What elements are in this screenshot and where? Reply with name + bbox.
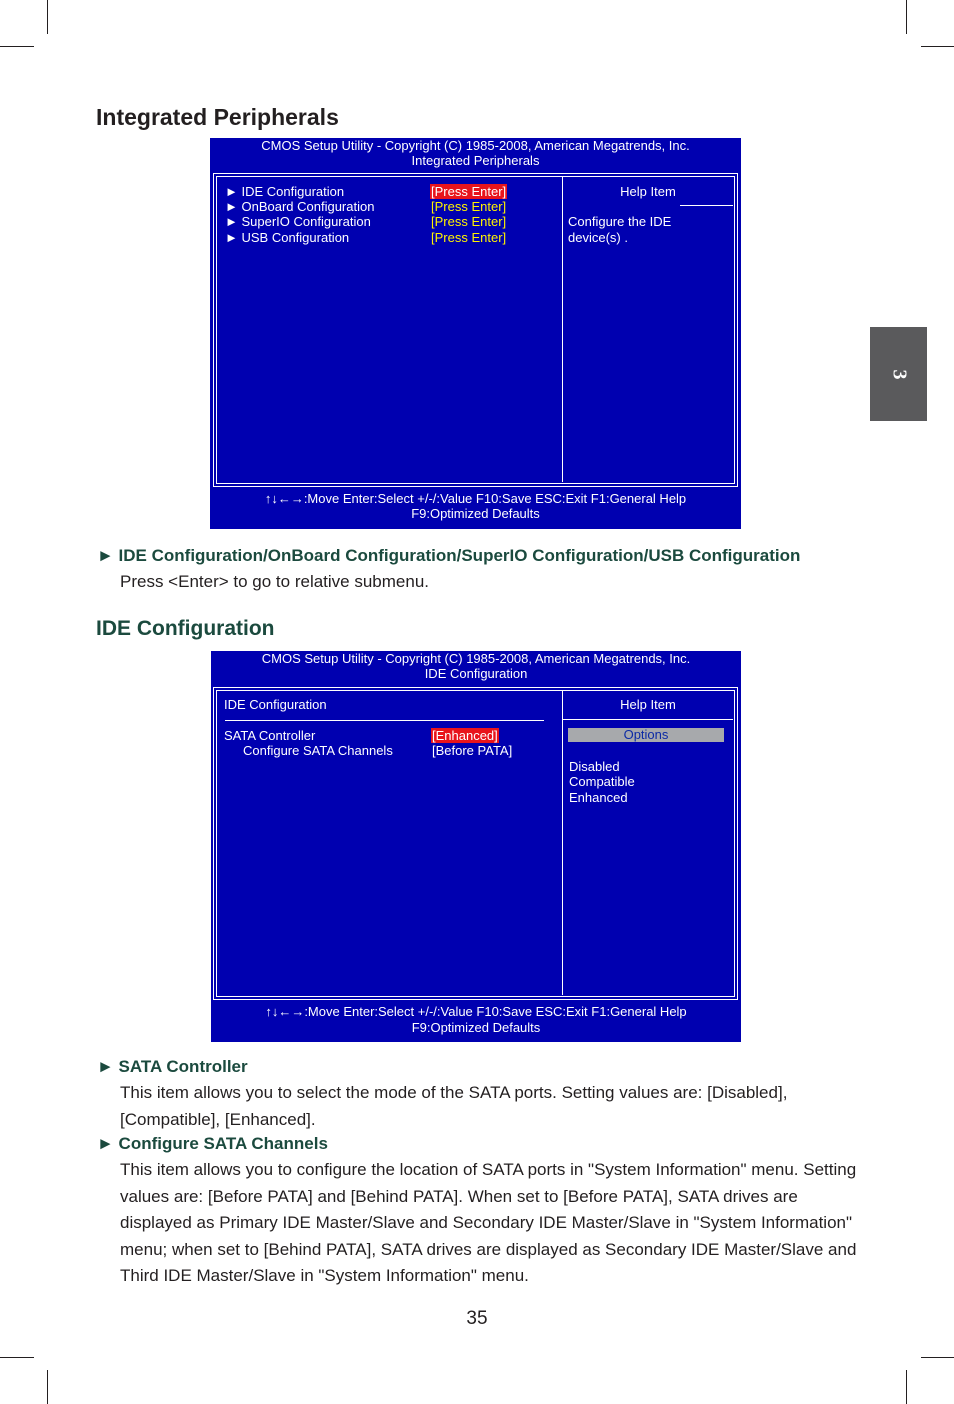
chapter-tab [870,327,927,421]
bios-header-title: IDE Configuration [424,666,528,681]
menu-value-selected[interactable]: [Enhanced] [432,728,498,743]
bios-screen-integrated-peripherals [210,138,741,529]
heading-sata-controller: ► SATA Controller [97,1057,248,1076]
menu-item-onboard-configuration[interactable]: ► OnBoard Configuration [225,199,375,214]
menu-item-usb-configuration[interactable]: ► USB Configuration [225,230,350,245]
bios-header-title: Integrated Peripherals [411,153,540,168]
help-text: device(s) . [568,230,628,245]
bios-footer-defaults: F9:Optimized Defaults [411,1020,541,1035]
help-title: Help Item [620,697,676,712]
bios-header-copyright: CMOS Setup Utility - Copyright (C) 1985-2008, American Megatrends, Inc. [261,138,690,153]
menu-item-configure-sata-channels[interactable]: Configure SATA Channels [243,743,393,758]
help-underline [563,719,733,720]
menu-item-superio-configuration[interactable]: ► SuperIO Configuration [225,214,371,229]
crop-mark [921,46,954,47]
options-bar: Options [568,728,724,742]
bios-screen-ide-configuration [211,651,741,1042]
crop-mark [47,1370,48,1404]
title-underline [225,720,544,721]
section-heading-configuration-submenus: ► IDE Configuration/OnBoard Configuration/SuperIO Configuration/USB Configuration [97,546,801,565]
bios-header-copyright: CMOS Setup Utility - Copyright (C) 1985-2008, American Megatrends, Inc. [261,651,691,666]
bios-footer-keys: ↑↓←→:Move Enter:Select +/-/:Value F10:Save ESC:Exit F1:General Help [265,1004,687,1019]
panel-divider [562,177,563,482]
menu-value[interactable]: [Press Enter] [431,199,507,214]
crop-mark [921,1357,954,1358]
crop-mark [47,0,48,34]
menu-value[interactable]: [Press Enter] [431,214,507,229]
menu-value[interactable]: [Before PATA] [432,743,513,758]
menu-value[interactable]: [Press Enter] [431,230,507,245]
bios-footer-defaults: F9:Optimized Defaults [411,506,540,521]
help-underline [680,205,733,206]
panel-divider [562,691,563,995]
text-sata-controller: This item allows you to select the mode of the SATA ports. Setting values are: [Disabled], [Compatible], [Enhanced]. [120,1083,788,1129]
heading-configure-sata-channels: ► Configure SATA Channels [97,1134,328,1153]
menu-item-sata-controller[interactable]: SATA Controller [224,728,316,743]
crop-mark [906,1370,907,1404]
help-text: Configure the IDE [568,214,672,229]
crop-mark [906,0,907,34]
panel-title: IDE Configuration [224,697,327,712]
crop-mark [0,46,34,47]
page-title: Integrated Peripherals [96,104,339,130]
section-text: Press <Enter> to go to relative submenu. [120,572,430,591]
chapter-number: 3 [888,369,910,379]
option-enhanced[interactable]: Enhanced [569,790,628,805]
option-disabled[interactable]: Disabled [569,759,620,774]
option-compatible[interactable]: Compatible [569,774,635,789]
help-title: Help Item [620,184,676,199]
section-title-ide-configuration: IDE Configuration [96,617,275,640]
menu-value-selected[interactable]: [Press Enter] [431,184,507,199]
page-number: 35 [466,1308,488,1329]
text-configure-sata-channels: This item allows you to configure the location of SATA ports in "System Information" menu. Setting values are: [Before PATA] and [Behind PATA]. When set to [Before PATA], SATA drives are displayed as Primary IDE Master/Slave and Secondary IDE Master/Slave in "System Information" menu; when set to [Behind PATA], SATA drives are displayed as Secondary IDE Master/Slave and Third IDE Master/Slave in "System Information" menu. [120,1160,857,1285]
crop-mark [0,1357,34,1358]
menu-item-ide-configuration[interactable]: ► IDE Configuration [225,184,345,199]
bios-footer-keys: ↑↓←→:Move Enter:Select +/-/:Value F10:Save ESC:Exit F1:General Help [264,491,687,506]
